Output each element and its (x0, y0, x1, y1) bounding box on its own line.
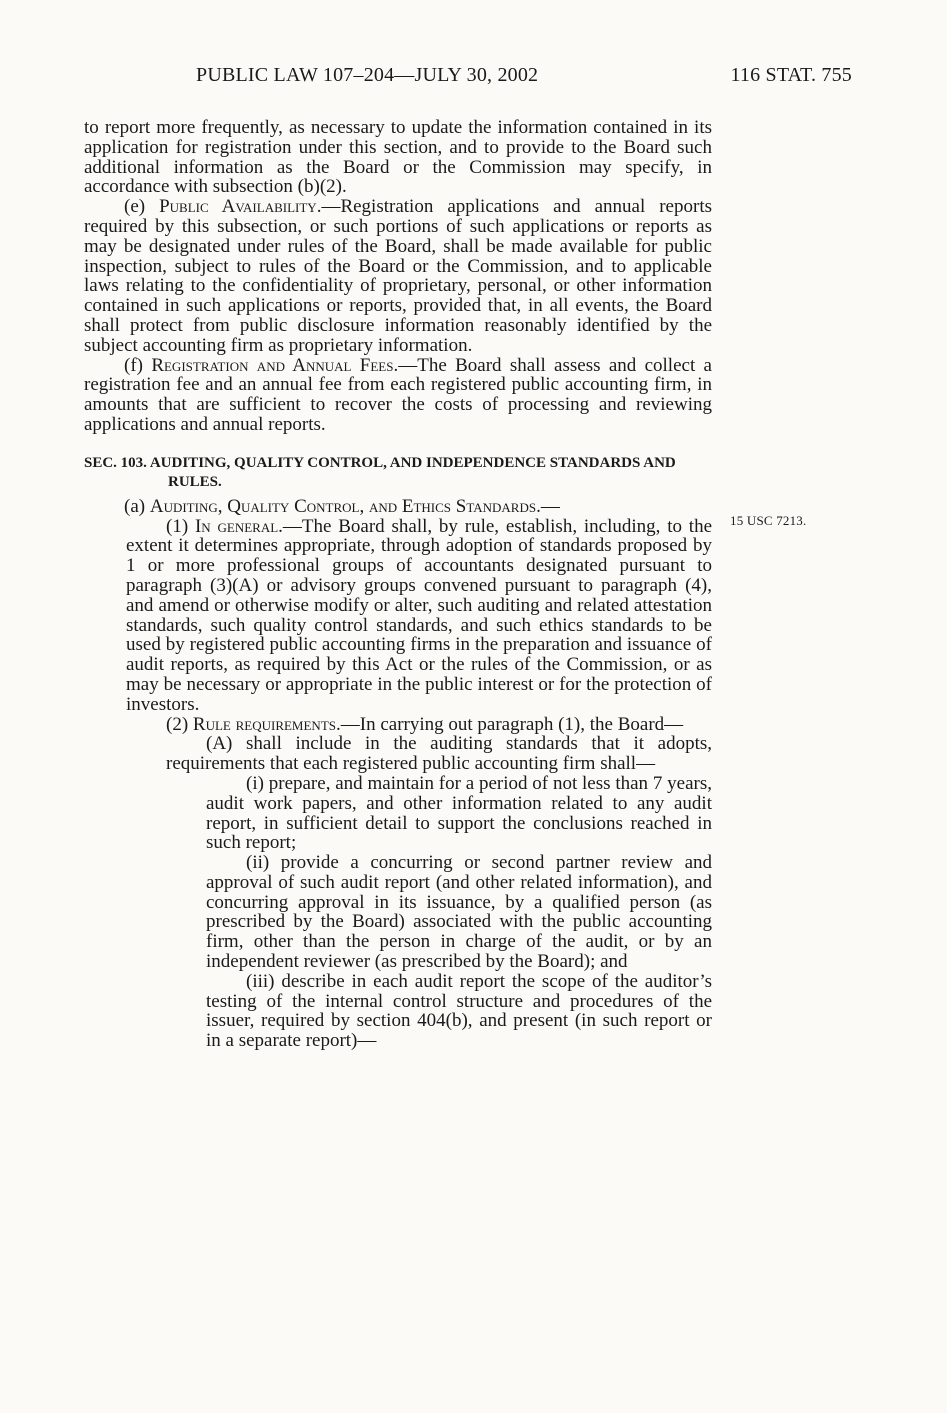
subsection-f-heading: Registration and Annual Fees (151, 354, 394, 376)
subsection-a (84, 497, 712, 517)
paragraph-continued: to report more frequently, as necessary to update the information contained in its application for registration under this section, and to provide to the Board such additional information as the Board or the Commission may specify, in accordance with subsection (b)(2). (84, 117, 712, 198)
subsection-e-text: .—Registration applications and annual reports required by this subsection, or such portions of such applications or reports as may be designated under rules of the Board, shall be made available for public inspection, subject to rules of the Board or the Commission, and to applicable laws relating to the confidentiality of proprietary, personal, or other information contained in such applications or reports, provided that, in all events, the Board shall protect from public disclosure information reasonably identified by the subject accounting firm as proprietary information. (84, 196, 712, 356)
paragraph-a2-number: (2) (166, 713, 193, 735)
subsection-f-number: (f) (124, 354, 152, 376)
paragraph-a2-text: .—In carrying out paragraph (1), the Board— (336, 713, 684, 735)
paragraph-a1-number: (1) (166, 515, 195, 537)
clause-iii: (iii) describe in each audit report the scope of the auditor’s testing of the internal control structure and procedures of the issuer, required by section 404(b), and present (in such report or in a separate report)— (206, 970, 712, 1052)
header-stat-page: 116 STAT. 755 (730, 64, 852, 86)
paragraph-a1 (126, 517, 712, 715)
paragraph-a1-heading: In general (194, 515, 279, 537)
subsection-e (84, 197, 712, 355)
paragraph-a1-text: .—The Board shall, by rule, establish, including, to the extent it determines appropriate, through adoption of standards proposed by 1 or more professional groups of accountants designated pursuant to paragraph (3)(A) or advisory groups convened pursuant to paragraph (4), and amend or otherwise modify or alter, such auditing and related attestation standards, such quality control standards, and such ethics standards to be used by registered public accounting firms in the preparation and issuance of audit reports, as required by this Act or the rules of the Commission, or as may be necessary or appropriate in the public interest or for the protection of investors. (126, 515, 713, 715)
clause-ii: (ii) provide a concurring or second partner review and approval of such audit report (and other related information), and concurring approval in its issuance, by a qualified person (as prescribed by the Board) associated with the public accounting firm, other than the person in charge of the audit, or by an independent reviewer (as prescribed by the Board); and (206, 852, 712, 973)
paragraph-a2-heading: Rule requirements (192, 713, 336, 735)
subsection-f (84, 356, 712, 435)
subsection-e-heading: Public Availability (159, 196, 317, 218)
subsection-a-number: (a) (124, 495, 150, 517)
header-title: PUBLIC LAW 107–204—JULY 30, 2002 (196, 64, 539, 86)
section-103-heading: SEC. 103. AUDITING, QUALITY CONTROL, AND INDEPENDENCE STANDARDS AND RULES. (84, 454, 676, 490)
margin-citation: 15 USC 7213. (730, 513, 807, 528)
body-text (84, 118, 712, 1051)
page-header (196, 64, 852, 87)
subsection-a-heading: Auditing, Quality Control, and Ethics Standards (149, 495, 537, 517)
subsection-e-number: (e) (124, 196, 160, 218)
subsection-f-text: .—The Board shall assess and collect a registration fee and an annual fee from each registered public accounting firm, in amounts that are sufficient to recover the costs of processing and reviewing applications and annual reports. (84, 354, 712, 435)
paragraph-a2 (126, 715, 712, 735)
subsection-a-text: .— (536, 495, 560, 517)
subparagraph-A: (A) shall include in the auditing standards that it adopts, requirements that each registered public accounting firm shall— (166, 733, 712, 775)
clause-i: (i) prepare, and maintain for a period of not less than 7 years, audit work papers, and other information related to any audit report, in sufficient detail to support the conclusions reached in such report; (206, 772, 712, 854)
